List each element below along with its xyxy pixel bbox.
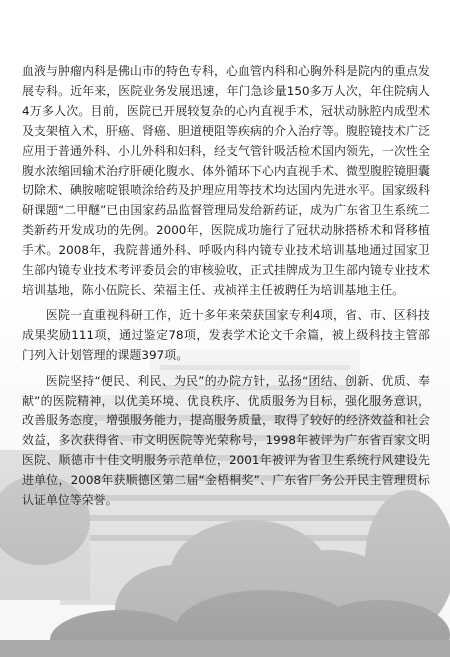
body-text [22, 62, 430, 517]
paragraph-clinical-specialties: 血液与肿瘤内科是佛山市的特色专科，心血管内科和心胸外科是院内的重点发展专科。近年来，医院业务发展迅速，年门急诊量150多万人次，年住院病人4万多人次。目前，医院已开展较复杂的心内直视手术，冠状动脉腔内成型术及支架植入术，肝癌、肾癌、胆道梗阻等疾病的介入治疗等。腹腔镜技术广泛应用于普通外科、小儿外科和妇科，经支气管针吸活检术国内领先，一次性全腹水浓缩回输术治疗肝硬化腹水、体外循环下心内直视手术、微型腹腔镜胆囊切除术、碘胺嘧啶银喷涂给药及护理应用等技术均达国内先进水平。国家级科研课题“二甲醚”已由国家药品监督管理局发给新药证，成为广东省卫生系统二类新药开发成功的先例。2000年，医院成功施行了冠状动脉搭桥术和肾移植手术。2008年，我院普通外科、呼吸内科内镜专业技术培训基地通过国家卫生部内镜专业技术考评委员会的审核验收，正式挂牌成为卫生部内镜专业技术培训基地，陈小伍院长、荣福主任、戎祯祥主任被聘任为培训基地主任。 [22, 64, 430, 297]
paragraph-service-honors: 医院坚持“便民、利民、为民”的办院方针，弘扬“团结、创新、优质、奉献”的医院精神，以优美环境、优良秩序、优质服务为目标，强化服务意识，改善服务态度，增强服务能力，提高服务质量，取得了较好的经济效益和社会效益，多次获得省、市文明医院等光荣称号，1998年被评为广东省百家文明医院、顺德市十佳文明服务示范单位，2001年被评为省卫生系统行风建设先进单位，2008年获顺德区第二届“金梧桐奖”、广东省厂务公开民主管理贯标认证单位等荣誉。 [22, 373, 430, 508]
paragraph-research: 医院一直重视科研工作，近十多年来荣获国家专利4项，省、市、区科技成果奖励111项，通过鉴定78项，发表学术论文千余篇，被上级科技主管部门列入计划管理的课题397项。 [22, 307, 430, 362]
